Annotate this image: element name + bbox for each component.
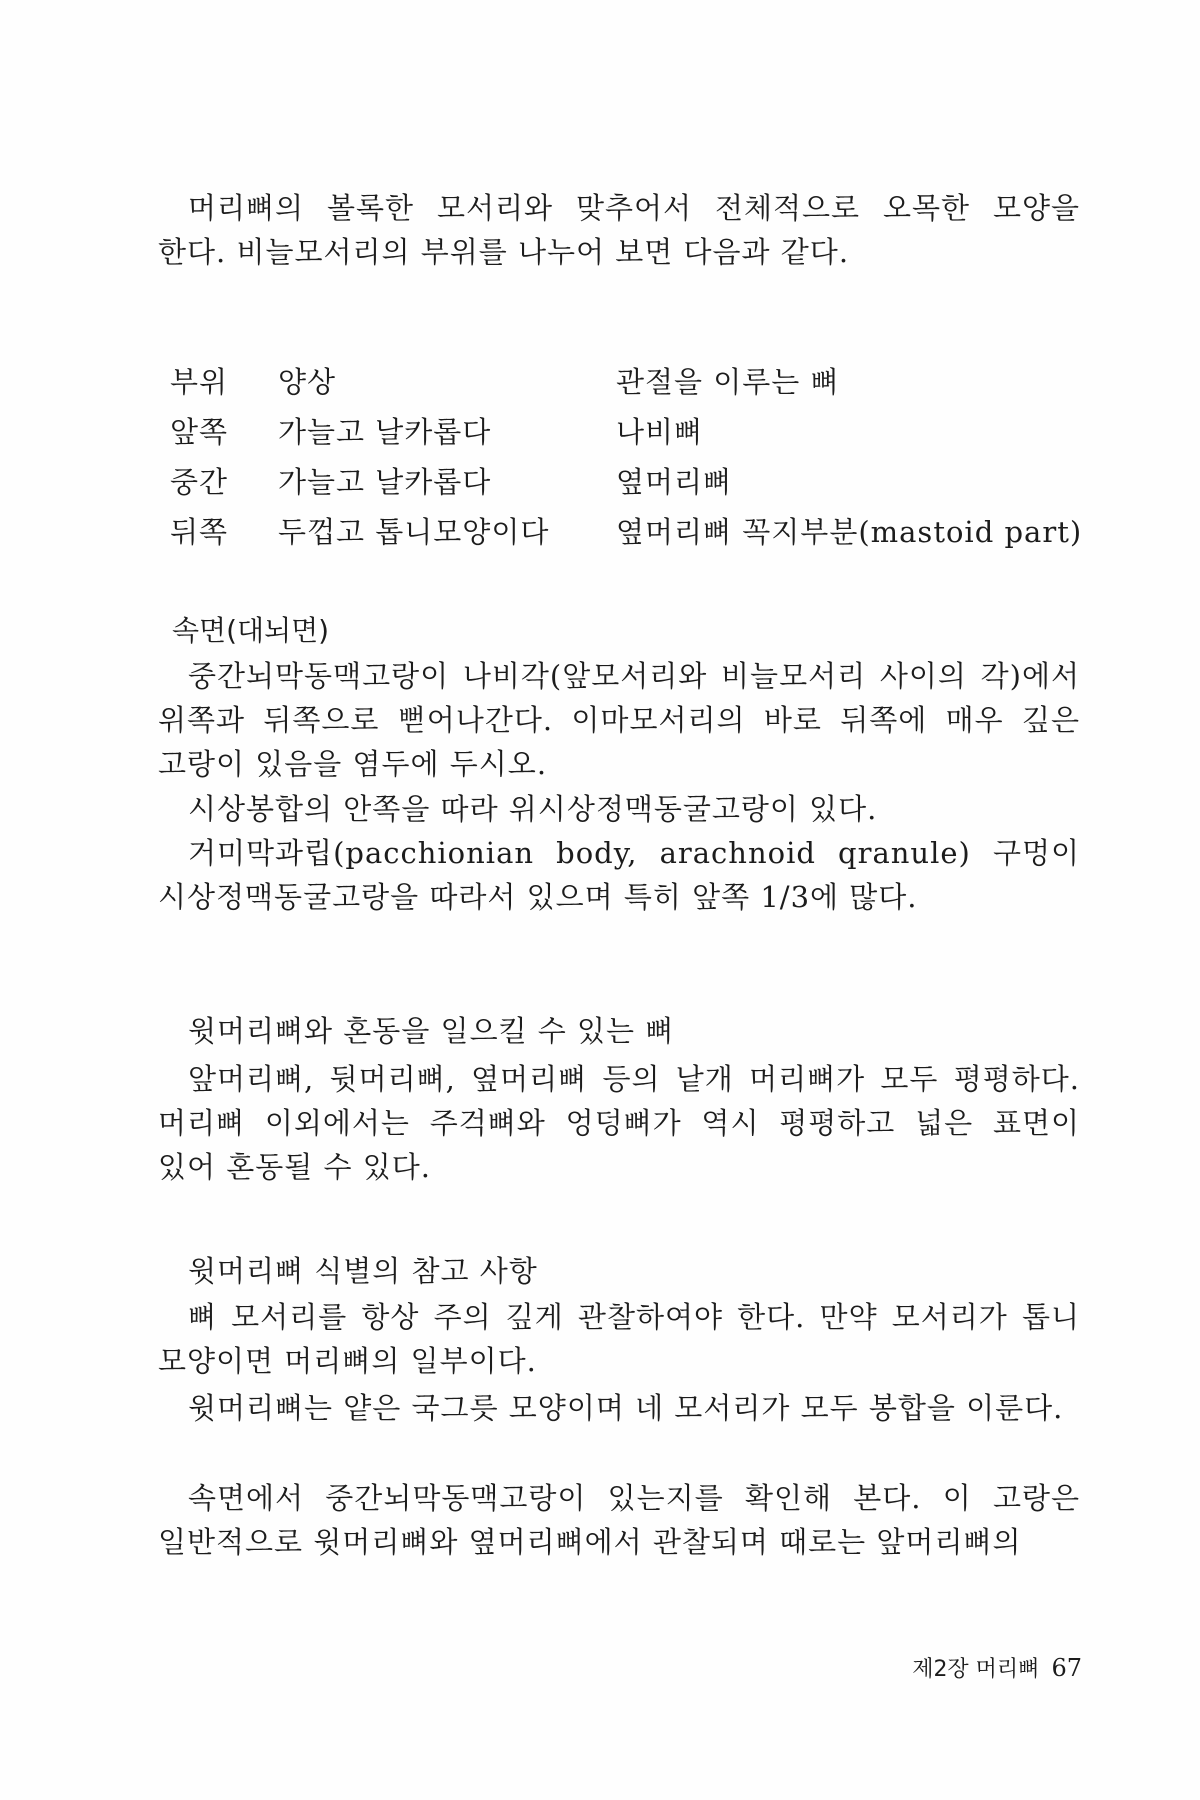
table-row [170, 510, 1082, 560]
table-header-cell: 양상 [278, 365, 337, 399]
table-cell: 옆머리뼈 [616, 465, 733, 499]
identification-heading: 윗머리뼈 식별의 참고 사항 [188, 1254, 538, 1288]
intro-paragraph: 머리뼈의 볼록한 모서리와 맞추어서 전체적으로 오목한 모양을 한다. 비늘모서리의 부위를 나누어 보면 다음과 같다. [158, 191, 1080, 269]
inner-surface-paragraph: 시상봉합의 안쪽을 따라 위시상정맥동굴고랑이 있다. [188, 792, 878, 826]
table-header-cell: 부위 [170, 365, 229, 399]
parts-table [170, 360, 1082, 560]
table-row [170, 410, 1082, 460]
identification-paragraph: 속면에서 중간뇌막동맥고랑이 있는지를 확인해 본다. 이 고랑은 일반적으로 윗머리뼈와 옆머리뼈에서 관찰되며 때로는 앞머리뼈의 [158, 1481, 1080, 1559]
table-cell: 두껍고 톱니모양이다 [278, 515, 550, 549]
inner-surface-paragraph: 중간뇌막동맥고랑이 나비각(앞모서리와 비늘모서리 사이의 각)에서 위쪽과 뒤쪽으로 뻗어나간다. 이마모서리의 바로 뒤쪽에 매우 깊은 고랑이 있음을 염두에 두시오. [158, 659, 1080, 781]
confusion-heading: 윗머리뼈와 혼동을 일으킬 수 있는 뼈 [188, 1014, 675, 1048]
page-number: 67 [1051, 1654, 1082, 1682]
table-row [170, 460, 1082, 510]
chapter-label: 제2장 머리뼈 [912, 1657, 1040, 1682]
table-cell: 옆머리뼈 꼭지부분(mastoid part) [616, 515, 1083, 549]
table-cell: 가늘고 날카롭다 [278, 415, 492, 449]
inner-surface-paragraph: 거미막과립(pacchionian body, arachnoid qranule) 구멍이 시상정맥동굴고랑을 따라서 있으며 특히 앞쪽 1/3에 많다. [158, 836, 1080, 914]
table-header-cell: 관절을 이루는 뼈 [616, 365, 840, 399]
identification-paragraph: 윗머리뼈는 얕은 국그릇 모양이며 네 모서리가 모두 봉합을 이룬다. [188, 1391, 1064, 1425]
table-cell: 뒤쪽 [170, 515, 229, 549]
table-cell: 나비뼈 [616, 415, 704, 449]
confusion-paragraph: 앞머리뼈, 뒷머리뼈, 옆머리뼈 등의 낱개 머리뼈가 모두 평평하다. 머리뼈 이외에서는 주걱뼈와 엉덩뼈가 역시 평평하고 넓은 표면이 있어 혼동될 수 있다. [158, 1062, 1080, 1184]
table-cell: 중간 [170, 465, 229, 499]
table-header-row [170, 360, 1082, 410]
inner-surface-heading: 속면(대뇌면) [172, 614, 330, 647]
page-footer [912, 1652, 1082, 1683]
identification-paragraph: 뼈 모서리를 항상 주의 깊게 관찰하여야 한다. 만약 모서리가 톱니 모양이면 머리뼈의 일부이다. [158, 1300, 1080, 1378]
table-cell: 앞쪽 [170, 415, 229, 449]
table-cell: 가늘고 날카롭다 [278, 465, 492, 499]
